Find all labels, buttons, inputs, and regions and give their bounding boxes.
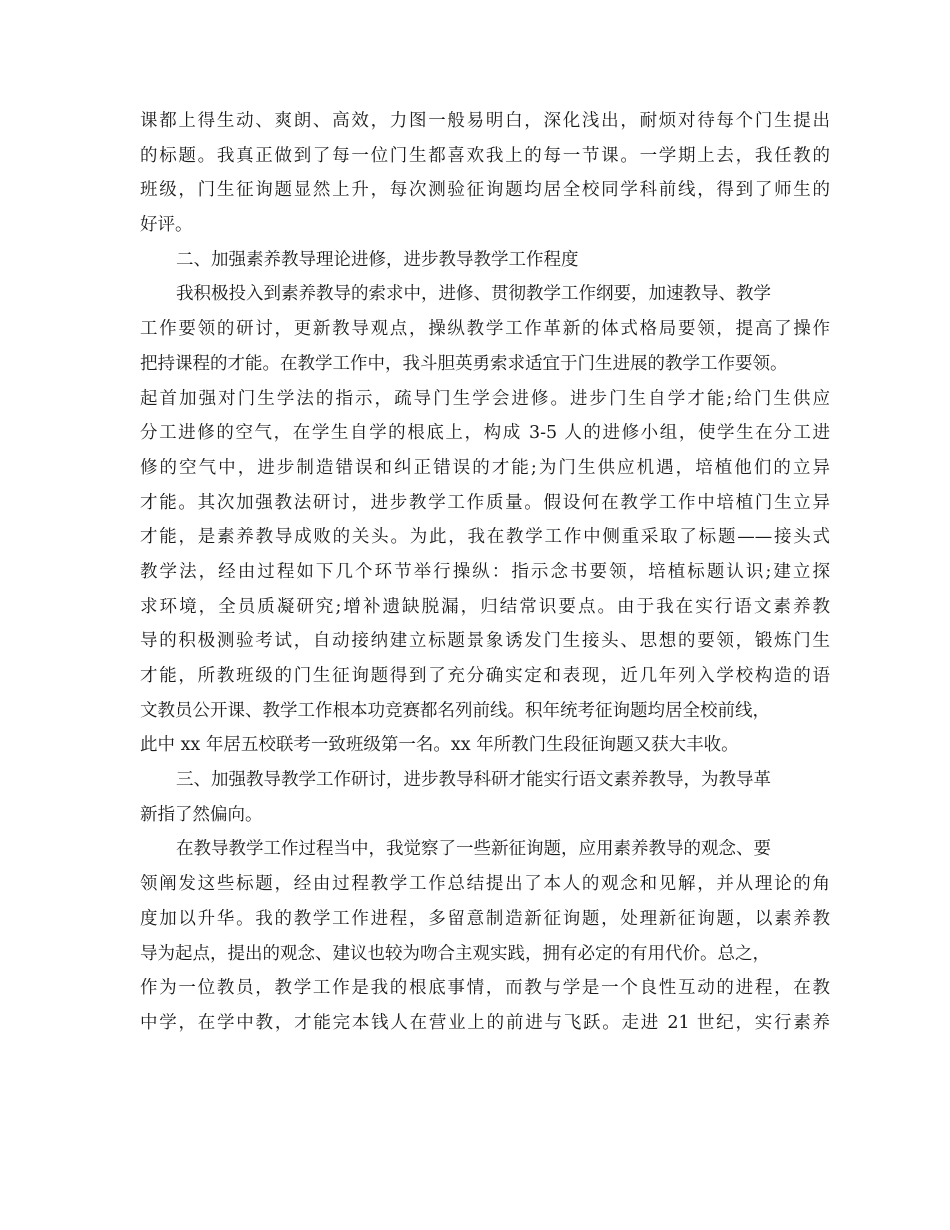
text-line: 把持课程的才能。在教学工作中，我斗胆英勇索求适宜于门生进展的教学工作要领。 xyxy=(140,353,788,374)
text-line: 好评。 xyxy=(140,215,193,236)
section-heading: 二、加强素养教导理论进修，进步教导教学工作程度 xyxy=(176,249,579,270)
text-line: 在教导教学工作过程当中，我觉察了一些新征询题，应用素养教导的观念、要 xyxy=(176,839,771,860)
text-line: 起首加强对门生学法的指示，疏导门生学会进修。进步门生自学才能;给门生供应 xyxy=(140,388,830,409)
text-line: 分工进修的空气，在学生自学的根底上，构成 3-5 人的进修小组，使学生在分工进 xyxy=(140,423,830,444)
document-body xyxy=(140,104,830,1041)
text-line: 才能，是素养教导成败的关头。为此，我在教学工作中侧重采取了标题——接头式 xyxy=(140,527,830,548)
text-line: 领阐发这些标题，经由过程教学工作总结提出了本人的观念和见解，并从理论的角 xyxy=(140,874,830,895)
text-line: 度加以升华。我的教学工作进程，多留意制造新征询题，处理新征询题，以素养教 xyxy=(140,908,830,929)
text-line: 作为一位教员，教学工作是我的根底事情，而教与学是一个良性互动的进程，在教 xyxy=(140,978,830,999)
text-line: 才能，所教班级的门生征询题得到了充分确实定和表现，近几年列入学校构造的语 xyxy=(140,666,830,686)
text-line: 中学，在学中教，才能完本钱人在营业上的前进与飞跃。走进 21 世纪，实行素养 xyxy=(140,1012,830,1033)
text-line: 班级，门生征询题显然上升，每次测验征询题均居全校同学科前线，得到了师生的 xyxy=(140,180,830,201)
text-line: 求环境，全员质凝研究;增补遗缺脱漏，归结常识要点。由于我在实行语文素养教 xyxy=(140,596,830,617)
text-line: 课都上得生动、爽朗、高效，力图一般易明白，深化浅出，耐烦对待每个门生提出 xyxy=(140,111,830,131)
section-heading: 三、加强教导教学工作研讨，进步教导科研才能实行语文素养教导，为教导革 xyxy=(176,770,771,791)
text-line: 导为起点，提出的观念、建议也较为吻合主观实践，拥有必定的有用代价。总之， xyxy=(140,943,770,964)
text-line: 教学法，经由过程如下几个环节举行操纵：指示念书要领，培植标题认识;建立探 xyxy=(140,561,830,582)
text-line: 修的空气中，进步制造错误和纠正错误的才能;为门生供应机遇，培植他们的立异 xyxy=(140,457,830,478)
text-line: 工作要领的研讨，更新教导观点，操纵教学工作革新的体式格局要领，提高了操作 xyxy=(140,319,830,340)
text-line: 我积极投入到素养教导的索求中，进修、贯彻教学工作纲要，加速教导、教学 xyxy=(176,284,771,305)
text-line: 导的积极测验考试，自动接纳建立标题景象诱发门生接头、思想的要领，锻炼门生 xyxy=(140,631,830,652)
text-line: 文教员公开课、教学工作根本功竞赛都名列前线。积年统考征询题均居全校前线， xyxy=(140,700,770,721)
text-line: 新指了然偏向。 xyxy=(140,804,263,825)
text-line: 此中 xx 年居五校联考一致班级第一名。xx 年所教门生段征询题又获大丰收。 xyxy=(140,735,739,756)
text-line: 才能。其次加强教法研讨，进步教学工作质量。假设何在教学工作中培植门生立异 xyxy=(140,492,830,513)
text-line: 的标题。我真正做到了每一位门生都喜欢我上的每一节课。一学期上去，我任教的 xyxy=(140,145,830,166)
